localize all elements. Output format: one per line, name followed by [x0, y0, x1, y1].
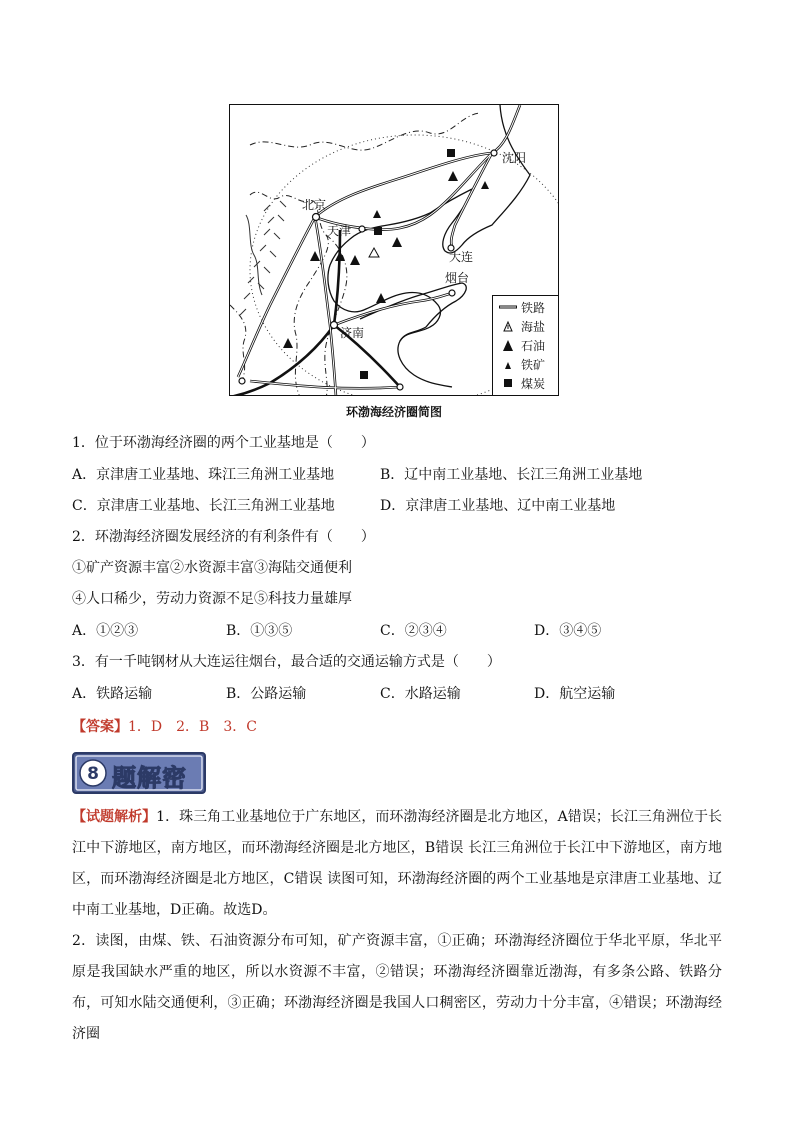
analysis-paragraph-1	[72, 802, 722, 926]
sea-salt-icon	[499, 319, 517, 333]
iron-ore-icon	[499, 357, 517, 371]
province-boundary	[250, 113, 480, 150]
question-3-option-a: A．铁路运输	[72, 686, 153, 702]
map-legend	[492, 295, 559, 396]
city-tianjin: 天津	[327, 224, 352, 238]
shijiazhuang-marker	[239, 378, 245, 384]
jinan-marker	[331, 322, 338, 329]
sea-salt-symbols	[369, 248, 379, 257]
question-1-option-a: A．京津唐工业基地、珠江三角洲工业基地	[72, 467, 335, 483]
question-2-option-d: D．③④⑤	[534, 623, 602, 639]
city-yantai: 烟台	[445, 271, 470, 285]
legend-label: 石油	[521, 339, 546, 353]
legend-label: 海盐	[521, 320, 546, 334]
question-3-option-d: D．航空运输	[534, 686, 616, 702]
legend-label: 煤炭	[521, 377, 546, 391]
analysis-paragraph-2: 2．读图，由煤、铁、石油资源分布可知，矿产资源丰富，①正确；环渤海经济圈位于华北平原，华北平原是我国缺水严重的地区，所以水资源不丰富，②错误；环渤海经济圈靠近渤海，有多条公路、铁路分布，可知水陆交通便利，③正确；环渤海经济圈是我国人口稠密区，劳动力十分丰富，④错误；环渤海经济圈	[72, 933, 722, 1042]
city-beijing: 北京	[302, 198, 327, 212]
mountain-hatching	[240, 201, 286, 315]
solution-badge	[72, 752, 206, 794]
question-3-option-b: B．公路运输	[226, 686, 307, 702]
badge-text: 题解密	[112, 764, 187, 792]
question-2-condition-2: ④人口稀少，劳动力资源不足⑤科技力量雄厚	[72, 591, 352, 607]
analysis-label: 【试题解析】	[72, 809, 157, 825]
answer-label: 【答案】	[72, 719, 128, 735]
question-1-option-d: D．京津唐工业基地、辽中南工业基地	[380, 498, 616, 514]
svg-text:8: 8	[87, 764, 99, 784]
coal-icon	[499, 376, 517, 390]
question-2-option-c: C．②③④	[380, 623, 447, 639]
answer-line	[72, 716, 257, 736]
map-caption: 环渤海经济圈简图	[345, 405, 442, 419]
question-1-stem: 1．位于环渤海经济圈的两个工业基地是（ ）	[72, 435, 375, 451]
analysis-text-1: 1．珠三角工业基地位于广东地区，而环渤海经济圈是北方地区，A错误；长江三角洲位于长江中下游地区，南方地区，而环渤海经济圈是北方地区，B错误 长江三角洲位于长江中下游地区，南方地区，而环渤海经济圈是北方地区，C错误 读图可知，环渤海经济圈的两个工业基地是京津唐工业基地、辽中南工业基地，D正确。故选D。	[72, 809, 723, 918]
question-2-option-b: B．①③⑤	[226, 623, 293, 639]
qingdao-marker	[397, 384, 403, 390]
city-jinan: 济南	[340, 326, 365, 340]
question-3-option-c: C．水路运输	[380, 686, 461, 702]
railway-icon	[499, 300, 517, 314]
question-1-option-b: B．辽中南工业基地、长江三角洲工业基地	[380, 467, 643, 483]
yantai-marker	[449, 290, 455, 296]
legend-label: 铁路	[521, 301, 546, 315]
province-boundary-4	[230, 305, 246, 385]
shenyang-marker	[491, 150, 497, 156]
city-shenyang: 沈阳	[502, 151, 527, 165]
question-3-stem: 3．有一千吨钢材从大连运往烟台，最合适的交通运输方式是（ ）	[72, 654, 501, 670]
question-1-option-c: C．京津唐工业基地、长江三角洲工业基地	[72, 498, 335, 514]
legend-label: 铁矿	[521, 358, 546, 372]
oil-icon	[499, 338, 517, 352]
bohai-coast	[328, 189, 472, 387]
bohai-economic-circle-map	[229, 104, 559, 396]
coal-symbols	[360, 149, 455, 379]
tianjin-marker	[359, 226, 365, 232]
question-2-condition-1: ①矿产资源丰富②水资源丰富③海陆交通便利	[72, 560, 352, 576]
question-2-stem: 2．环渤海经济圈发展经济的有利条件有（ ）	[72, 529, 375, 545]
beijing-marker	[313, 214, 320, 221]
question-2-option-a: A．①②③	[72, 623, 139, 639]
city-dalian: 大连	[449, 250, 474, 264]
answer-text: 1．D 2．B 3．C	[128, 719, 257, 735]
